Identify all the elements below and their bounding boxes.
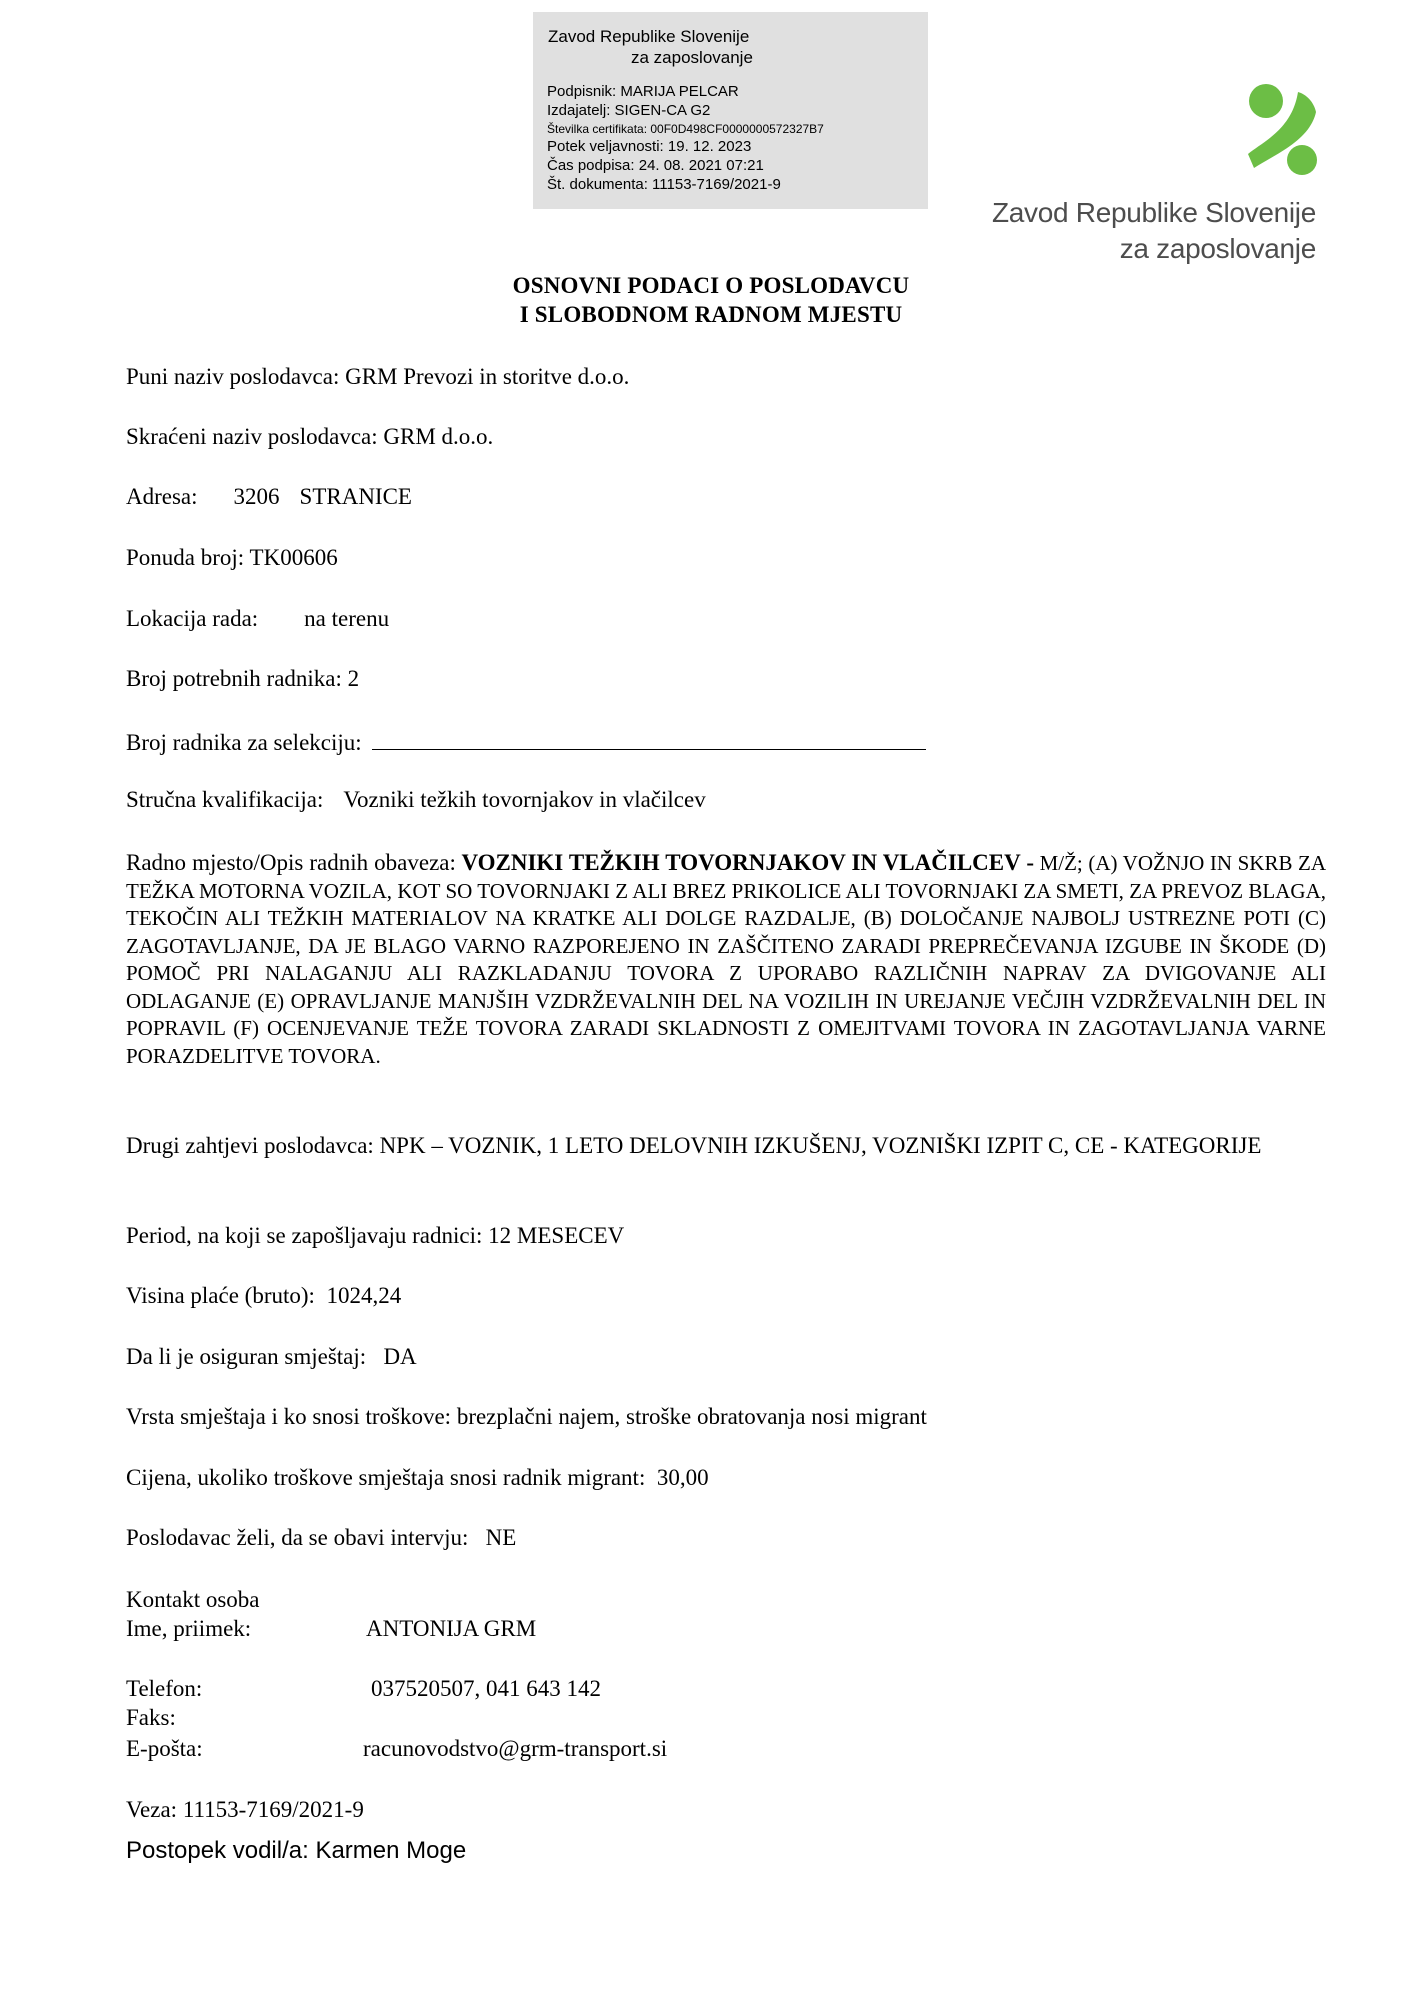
address-label: Adresa: — [126, 484, 198, 509]
contact-phone-label: Telefon: — [126, 1676, 203, 1701]
field-full-name — [126, 364, 629, 390]
field-offer-number — [126, 545, 338, 571]
contact-name-value: ANTONIJA GRM — [366, 1616, 537, 1641]
price-label: Cijena, ukoliko troškove smještaja snosi radnik migrant: — [126, 1465, 646, 1490]
document-title-line1: OSNOVNI PODACI O POSLODAVCU — [512, 273, 910, 298]
field-accommodation-price — [126, 1465, 709, 1491]
location-label: Lokacija rada: — [126, 606, 259, 631]
salary-value: 1024,24 — [326, 1283, 402, 1308]
contact-email-value: racunovodstvo@grm-transport.si — [363, 1736, 668, 1761]
accommodation-type-label: Vrsta smještaja i ko snosi troškove: — [126, 1404, 452, 1429]
other-requirements — [126, 1131, 1326, 1161]
contact-phone-value: 037520507, 041 643 142 — [371, 1676, 601, 1701]
field-short-name — [126, 424, 493, 450]
field-workers-selection — [126, 727, 926, 756]
reference-number: Veza: 11153-7169/2021-9 — [126, 1797, 364, 1822]
field-workers-needed — [126, 666, 359, 692]
period-value: 12 MESECEV — [488, 1223, 625, 1248]
accommodation-label: Da li je osiguran smještaj: — [126, 1344, 367, 1369]
signature-expiry: Potek veljavnosti: 19. 12. 2023 — [547, 138, 752, 155]
handled-by: Postopek vodil/a: Karmen Moge — [126, 1837, 467, 1864]
field-period — [126, 1223, 624, 1249]
contact-name-label: Ime, priimek: — [126, 1616, 252, 1641]
contact-heading: Kontakt osoba — [126, 1587, 260, 1612]
job-description-text: M/Ž; (A) VOŽNJO IN SKRB ZA TEŽKA MOTORNA VOZILA, KOT SO TOVORNJAKI Z ALI BREZ PRIKOLICE ALI TOVORNJAKI ZA SMETI, ZA PREVOZ BLAGA, TEKOČIN ALI TEŽKIH MATERIALOV NA KRATKE ALI DOLGE RAZDALJE, (B) DOLOČANJE NAJBOLJ USTREZNE POTI (C) ZAGOTAVLJANJE, DA JE BLAGO VARNO RAZPOREJENO IN ZAŠČITENO ZARADI PREPREČEVANJA IZGUBE IN ŠKODE (D) POMOČ PRI NALAGANJU ALI RAZKLADANJU TOVORA Z UPORABO RAZLIČNIH NAPRAV ZA DVIGOVANJE ALI ODLAGANJE (E) OPRAVLJANJE MANJŠIH VZDRŽEVALNIH DEL NA VOZILIH IN UREJANJE VEČJIH VZDRŽEVALNIH DEL IN POPRAVIL (F) OCENJEVANJE TEŽE TOVORA ZARADI SKLADNOSTI Z OMEJITVAMI TOVORA IN ZAGOTAVLJANJA VARNE PORAZDELITVE TOVORA. — [126, 851, 1327, 1068]
accommodation-value: DA — [383, 1344, 417, 1369]
field-interview — [126, 1525, 516, 1551]
interview-value: NE — [485, 1525, 517, 1550]
signature-issuer: Izdajatelj: SIGEN-CA G2 — [547, 102, 711, 119]
contact-fax-label: Faks: — [126, 1705, 176, 1730]
offer-value: TK00606 — [249, 545, 338, 570]
field-accommodation-type — [126, 1404, 927, 1430]
address-post-code: 3206 — [233, 484, 280, 509]
job-description — [126, 849, 1326, 1070]
field-address — [126, 484, 412, 510]
zrsz-logo-icon — [1240, 84, 1320, 176]
field-salary — [126, 1283, 401, 1309]
signature-document-number: Št. dokumenta: 11153-7169/2021-9 — [547, 176, 781, 193]
full-name-value: GRM Prevozi in storitve d.o.o. — [345, 364, 630, 389]
workers-selection-blank-line — [372, 727, 926, 750]
document-title-line2: I SLOBODNOM RADNOM MJESTU — [519, 302, 903, 327]
logo-text-line1: Zavod Republike Slovenije — [991, 197, 1316, 228]
requirements-label: Drugi zahtjevi poslodavca: — [126, 1133, 374, 1158]
qualification-label: Stručna kvalifikacija: — [126, 787, 324, 812]
accommodation-type-value: brezplačni najem, stroške obratovanja nosi migrant — [456, 1404, 927, 1429]
qualification-value: Vozniki težkih tovornjakov in vlačilcev — [343, 787, 706, 812]
field-work-location — [126, 606, 389, 632]
short-name-value: GRM d.o.o. — [383, 424, 494, 449]
workers-needed-value: 2 — [347, 666, 360, 691]
interview-label: Poslodavac želi, da se obavi intervju: — [126, 1525, 469, 1550]
offer-label: Ponuda broj: — [126, 545, 245, 570]
logo-text-line2: za zaposlovanje — [1119, 233, 1316, 264]
salary-label: Visina plaće (bruto): — [126, 1283, 315, 1308]
requirements-value: NPK – VOZNIK, 1 LETO DELOVNIH IZKUŠENJ, VOZNIŠKI IZPIT C, CE - KATEGORIJE — [379, 1133, 1262, 1158]
signature-time: Čas podpisa: 24. 08. 2021 07:21 — [547, 157, 764, 174]
signature-org-line2: za zaposlovanje — [631, 48, 753, 67]
short-name-label: Skraćeni naziv poslodavca: — [126, 424, 378, 449]
location-value: na terenu — [304, 606, 390, 631]
job-label: Radno mjesto/Opis radnih obaveza: — [126, 850, 456, 875]
contact-email-label: E-pošta: — [126, 1736, 203, 1761]
full-name-label: Puni naziv poslodavca: — [126, 364, 340, 389]
price-value: 30,00 — [656, 1465, 709, 1490]
signature-org-line1: Zavod Republike Slovenije — [548, 27, 750, 46]
job-title: VOZNIKI TEŽKIH TOVORNJAKOV IN VLAČILCEV - — [461, 850, 1035, 875]
signature-certificate: Številka certifikata: 00F0D498CF0000000572327B7 — [547, 122, 824, 136]
field-qualification — [126, 787, 706, 813]
workers-selection-label: Broj radnika za selekciju: — [126, 730, 362, 755]
field-accommodation — [126, 1344, 417, 1370]
signature-signer: Podpisnik: MARIJA PELCAR — [547, 83, 739, 100]
workers-needed-label: Broj potrebnih radnika: — [126, 666, 342, 691]
period-label: Period, na koji se zapošljavaju radnici: — [126, 1223, 483, 1248]
address-city: STRANICE — [299, 484, 412, 509]
digital-signature-box — [533, 12, 928, 209]
